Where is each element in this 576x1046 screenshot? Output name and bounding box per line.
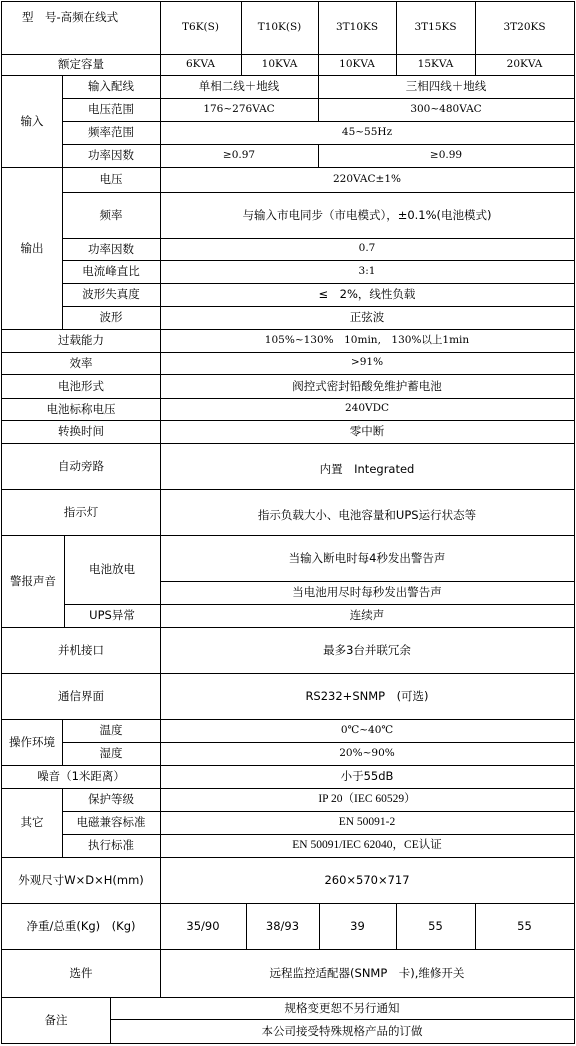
- efficiency-value: >91%: [350, 356, 384, 369]
- input-freq-value: 45~55Hz: [341, 125, 393, 138]
- input-voltage-single: 176~276VAC: [203, 102, 275, 115]
- protection-label: 保护等级: [88, 792, 134, 807]
- bypass-value: 内置 Integrated: [319, 462, 415, 476]
- output-voltage-value: 220VAC±1%: [333, 172, 401, 185]
- rated-capacity-value: 6KVA: [186, 57, 215, 70]
- battery-voltage-value: 240VDC: [344, 402, 390, 415]
- protection-value: IP 20（IEC 60529）: [318, 793, 416, 806]
- rated-capacity-label: 额定容量: [58, 57, 104, 72]
- output-pf-value: 0.7: [358, 242, 376, 255]
- input-wiring-single: 单相二线＋地线: [198, 79, 280, 94]
- alarm-fault-label: UPS异常: [89, 608, 135, 623]
- other-group-label: 其它: [20, 815, 44, 830]
- output-group-label: 输出: [20, 240, 44, 255]
- model-t6k: T6K(S): [182, 21, 219, 34]
- remarks-line-2: 本公司接受特殊规格产品的订做: [261, 1023, 423, 1038]
- overload-value: 105%~130% 10min, 130%以上1min: [264, 333, 470, 346]
- remarks-line-1: 规格变更恕不另行通知: [284, 1000, 400, 1015]
- alarm-fault-value: 连续声: [349, 608, 385, 623]
- output-thd-label: 波形失真度: [82, 287, 140, 302]
- emc-label: 电磁兼容标准: [76, 815, 146, 830]
- model-title: 型 号-高频在线式: [22, 10, 119, 24]
- parallel-label: 并机接口: [58, 642, 104, 657]
- output-crest-label: 电流峰直比: [82, 264, 140, 279]
- temp-value: 0℃~40℃: [340, 723, 394, 736]
- output-wave-value: 正弦波: [349, 310, 385, 325]
- input-group-label: 输入: [20, 113, 44, 128]
- battery-type-value: 阀控式密封铅酸免维护蓄电池: [292, 378, 442, 393]
- transfer-time-value: 零中断: [349, 424, 385, 439]
- bypass-label: 自动旁路: [58, 458, 104, 473]
- dimensions-label: 外观尺寸W×D×H(mm): [18, 872, 144, 887]
- input-freq-label: 频率范围: [88, 125, 134, 140]
- alarm-group-label: 警报声音: [10, 573, 56, 588]
- output-freq-label: 频率: [99, 207, 123, 222]
- output-wave-label: 波形: [99, 310, 123, 325]
- weight-value: 35/90: [186, 918, 220, 933]
- transfer-time-label: 转换时间: [58, 424, 104, 439]
- output-thd-value: ≤ 2%，线性负载: [318, 287, 416, 302]
- indicator-label: 指示灯: [63, 504, 99, 519]
- std-value: EN 50091/IEC 62040，CE认证: [292, 839, 442, 852]
- input-voltage-three: 300~480VAC: [410, 102, 482, 115]
- humidity-value: 20%~90%: [339, 746, 395, 759]
- weight-value: 55: [517, 918, 532, 933]
- rated-capacity-value: 15KVA: [417, 57, 454, 70]
- weight-label: 净重/总重(Kg) (Kg): [26, 918, 136, 933]
- input-wiring-label: 输入配线: [88, 79, 134, 94]
- weight-value: 39: [350, 918, 365, 933]
- comm-value: RS232+SNMP (可选): [305, 688, 429, 703]
- rated-capacity-value: 10KVA: [339, 57, 375, 70]
- rated-capacity-value: 10KVA: [261, 57, 298, 70]
- remarks-label: 备注: [44, 1012, 68, 1027]
- std-label: 执行标准: [88, 838, 134, 853]
- efficiency-label: 效率: [69, 355, 93, 370]
- alarm-discharge-label: 电池放电: [89, 562, 135, 577]
- weight-value: 38/93: [265, 918, 300, 933]
- input-voltage-label: 电压范围: [88, 102, 134, 117]
- output-voltage-label: 电压: [99, 172, 123, 187]
- output-freq-value: 与输入市电同步（市电模式），±0.1%(电池模式): [242, 207, 492, 222]
- dimensions-value: 260×570×717: [324, 872, 410, 887]
- alarm-discharge-1: 当输入断电时每4秒发出警告声: [288, 550, 446, 565]
- overload-label: 过载能力: [58, 333, 104, 348]
- rated-capacity-value: 20KVA: [506, 57, 543, 70]
- temp-label: 温度: [99, 723, 123, 738]
- environment-group-label: 操作环境: [9, 734, 55, 749]
- output-pf-label: 功率因数: [88, 241, 134, 256]
- humidity-label: 湿度: [99, 746, 123, 761]
- noise-value: 小于55dB: [340, 769, 394, 784]
- battery-voltage-label: 电池标称电压: [46, 401, 116, 416]
- output-crest-value: 3:1: [358, 264, 376, 277]
- comm-label: 通信界面: [58, 688, 104, 703]
- input-pf-three: ≥0.99: [429, 148, 463, 161]
- model-3t15ks: 3T15KS: [414, 21, 457, 34]
- options-label: 选件: [69, 965, 93, 980]
- battery-type-label: 电池形式: [58, 378, 104, 393]
- model-3t20ks: 3T20KS: [503, 21, 546, 34]
- options-value: 远程监控适配器(SNMP 卡),维修开关: [269, 965, 465, 980]
- input-pf-label: 功率因数: [88, 148, 134, 163]
- weight-value: 55: [428, 918, 443, 933]
- emc-value: EN 50091-2: [338, 816, 396, 829]
- indicator-value: 指示负载大小、电池容量和UPS运行状态等: [257, 508, 477, 522]
- input-wiring-three: 三相四线＋地线: [405, 79, 487, 94]
- alarm-discharge-2: 当电池用尽时每秒发出警告声: [292, 585, 442, 600]
- model-3t10ks: 3T10KS: [335, 21, 379, 34]
- input-pf-single: ≥0.97: [222, 148, 256, 161]
- model-t10k: T10K(S): [257, 21, 302, 34]
- parallel-value: 最多3台并联冗余: [323, 642, 411, 657]
- noise-label: 噪音（1米距离）: [37, 769, 125, 784]
